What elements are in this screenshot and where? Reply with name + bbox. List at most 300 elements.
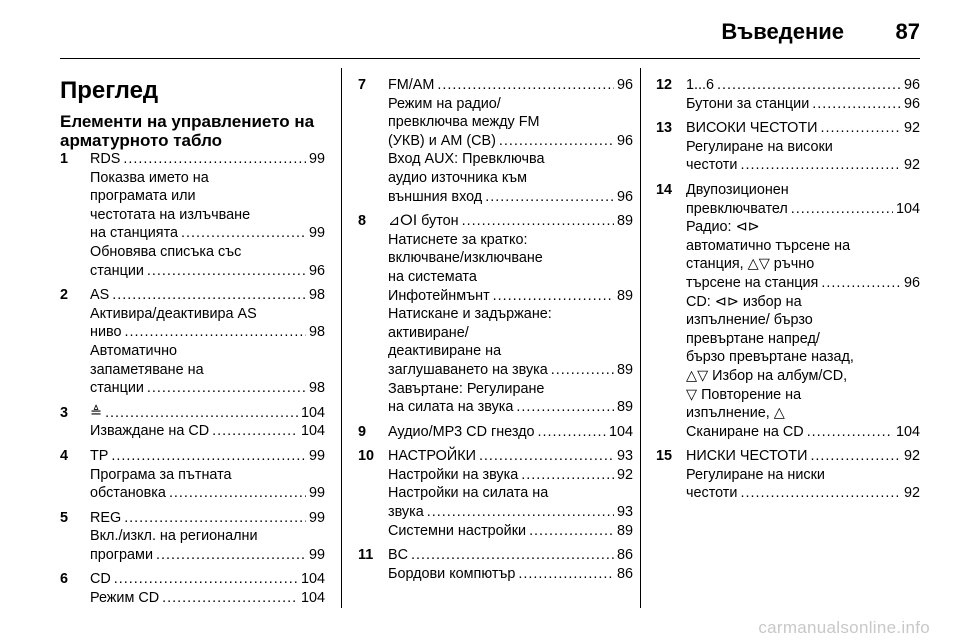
entry-text — [686, 293, 802, 312]
entry-number: 9 — [358, 423, 367, 440]
page-reference[interactable]: 104 — [895, 423, 920, 440]
control-entry — [656, 181, 920, 441]
dot-leader — [821, 274, 901, 293]
entry-text-part: аудио източника към — [388, 169, 528, 186]
entry-line — [90, 509, 325, 528]
entry-line — [90, 187, 325, 206]
entry-text — [90, 305, 257, 324]
page-reference[interactable]: 92 — [903, 448, 920, 465]
entry-text-part: Натиснете за кратко: — [388, 231, 528, 248]
page-reference[interactable]: 92 — [616, 466, 633, 483]
chapter-title: Въведение — [721, 19, 844, 44]
dot-leader — [162, 589, 298, 608]
dot-leader — [516, 398, 614, 417]
page-reference[interactable]: 104 — [300, 423, 325, 440]
entry-lines — [388, 76, 633, 206]
entry-line — [90, 323, 325, 342]
entry-text-part: станции — [90, 262, 144, 279]
dot-leader — [538, 423, 606, 442]
entry-line — [388, 546, 633, 565]
entry-line — [388, 249, 633, 268]
entry-line — [90, 150, 325, 169]
entry-line — [686, 200, 920, 219]
entry-text — [90, 187, 196, 206]
entry-line — [686, 293, 920, 312]
entry-text-part: НАСТРОЙКИ — [388, 448, 476, 465]
page-reference[interactable]: 89 — [616, 399, 633, 416]
entry-text-part: Настройки на силата на — [388, 485, 549, 502]
entry-line — [388, 188, 633, 207]
dot-leader — [169, 484, 306, 503]
entry-text-part: Завъртане: Регулиране — [388, 380, 545, 397]
entry-lines — [388, 212, 633, 417]
down-icon: ▽ — [686, 386, 698, 403]
control-entry — [358, 76, 633, 206]
entry-line — [388, 503, 633, 522]
page-reference[interactable]: 89 — [616, 213, 633, 230]
entry-line — [90, 243, 325, 262]
entry-line — [388, 522, 633, 541]
page-reference[interactable]: 96 — [903, 95, 920, 112]
entry-text-part: RDS — [90, 151, 121, 167]
entry-text-part: на силата на звука — [388, 399, 514, 416]
entry-list — [60, 150, 325, 608]
section-title: Преглед — [60, 77, 159, 104]
entry-text-part: на системата — [388, 268, 477, 285]
control-entry — [60, 404, 325, 441]
entry-line — [388, 305, 633, 324]
dot-leader — [462, 212, 614, 231]
entry-text-part: Сканиране на CD — [686, 423, 804, 440]
entry-number: 3 — [60, 404, 69, 421]
control-entry — [358, 546, 633, 583]
entry-text-part: Двупозиционен — [686, 181, 789, 198]
page-reference[interactable]: 92 — [903, 120, 920, 137]
page-number: 87 — [895, 19, 920, 44]
entry-line — [686, 348, 920, 367]
entry-text-part: Регулиране на високи — [686, 138, 833, 155]
entry-text — [90, 404, 102, 423]
entry-text — [686, 484, 737, 503]
entry-text — [90, 286, 109, 305]
entry-text — [686, 237, 850, 256]
control-entry — [358, 423, 633, 442]
page-reference[interactable]: 98 — [308, 380, 325, 397]
entry-text-part: BC — [388, 547, 408, 564]
entry-text-part: ВИСОКИ ЧЕСТОТИ — [686, 120, 818, 137]
entry-text-part: Регулиране на ниски — [686, 466, 825, 483]
dot-leader — [810, 447, 901, 466]
entry-text — [388, 466, 518, 485]
entry-line — [388, 150, 633, 169]
dot-leader — [427, 503, 614, 522]
entry-line — [388, 324, 633, 343]
entry-line — [686, 423, 920, 442]
entry-text — [90, 546, 153, 565]
entry-line — [388, 113, 633, 132]
entry-text — [388, 447, 476, 466]
entry-text-part: изпълнение/ бързо — [686, 312, 813, 329]
entry-text — [388, 305, 552, 324]
entry-text-part: бутон — [417, 213, 459, 230]
entry-line — [686, 330, 920, 349]
entry-text-part: ниво — [90, 324, 122, 341]
entry-text — [90, 422, 209, 441]
up-icon: △ — [773, 405, 785, 422]
page-reference[interactable]: 93 — [616, 504, 633, 521]
dot-leader — [479, 447, 614, 466]
entry-line — [90, 546, 325, 565]
page-reference[interactable]: 99 — [308, 509, 325, 526]
entry-text — [388, 361, 548, 380]
entry-number: 12 — [656, 77, 673, 93]
entry-text-part: Системни настройки — [388, 522, 527, 539]
entry-text — [686, 119, 818, 138]
page-reference[interactable]: 86 — [616, 565, 633, 582]
entry-text-part: честотата на излъчване — [90, 206, 251, 223]
entry-line — [388, 398, 633, 417]
page-reference[interactable]: 93 — [616, 448, 633, 465]
page-reference[interactable]: 98 — [308, 324, 325, 341]
page-reference[interactable]: 96 — [903, 274, 920, 291]
entry-text-part: Изваждане на CD — [90, 423, 210, 440]
entry-number: 14 — [656, 181, 673, 198]
entry-text-part: превключвател — [686, 200, 788, 217]
entry-text-part: Инфотейнмънт — [388, 287, 490, 304]
entry-text-part: активиране/ — [388, 324, 469, 341]
control-entry — [358, 212, 633, 417]
entry-text — [388, 76, 434, 95]
control-entry — [656, 119, 920, 175]
entry-text — [90, 484, 166, 503]
up-down-icon: △▽ — [686, 367, 709, 384]
entry-text — [90, 206, 250, 225]
entry-text-part: Повторение на — [697, 386, 802, 403]
dot-leader — [123, 150, 306, 169]
entry-text — [388, 188, 482, 207]
entry-text — [686, 76, 714, 95]
entry-text-part: Бутони за станции — [686, 95, 810, 112]
entry-text — [388, 484, 548, 503]
entry-text — [686, 200, 788, 219]
entry-lines — [686, 76, 920, 113]
entry-text — [686, 367, 847, 386]
page-reference[interactable]: 92 — [903, 157, 920, 174]
entry-lines — [388, 546, 633, 583]
entry-text — [388, 212, 459, 231]
entry-line — [388, 169, 633, 188]
entry-text-part: CD — [90, 571, 111, 588]
page-reference[interactable]: 104 — [895, 200, 920, 217]
column-3 — [656, 76, 920, 509]
entry-lines — [388, 423, 633, 442]
entry-line — [388, 565, 633, 584]
entry-list — [358, 76, 633, 583]
entry-lines — [686, 447, 920, 503]
entry-text — [388, 268, 477, 287]
entry-text — [90, 447, 108, 466]
entry-line — [90, 286, 325, 305]
dot-leader — [521, 466, 614, 485]
entry-line — [686, 484, 920, 503]
dot-leader — [147, 379, 306, 398]
dot-leader — [212, 422, 298, 441]
page-reference[interactable]: 98 — [308, 287, 325, 304]
entry-text-part: ръчно — [769, 256, 815, 273]
entry-line — [686, 367, 920, 386]
control-entry — [60, 286, 325, 398]
entry-number: 8 — [358, 213, 367, 230]
entry-text — [686, 156, 737, 175]
entry-text — [90, 379, 144, 398]
entry-text — [686, 181, 789, 200]
entry-number: 10 — [358, 448, 375, 465]
entry-list — [656, 76, 920, 503]
entry-text — [90, 570, 111, 589]
entry-text-part: Избор на албум/CD, — [708, 367, 848, 384]
page-reference[interactable]: 96 — [616, 188, 633, 205]
entry-line — [90, 466, 325, 485]
header-rule — [60, 58, 920, 59]
entry-text-part: TP — [90, 447, 109, 464]
seek-left-right-icon: ⊲⊳ — [714, 293, 739, 310]
entry-line — [90, 527, 325, 546]
entry-line — [90, 342, 325, 361]
entry-text — [388, 287, 490, 306]
dot-leader — [114, 570, 298, 589]
entry-text — [686, 138, 833, 157]
entry-text — [686, 348, 854, 367]
control-entry — [656, 76, 920, 113]
eject-icon: ≜ — [90, 404, 103, 421]
entry-line — [686, 274, 920, 293]
entry-text-part: Бордови компютър — [388, 565, 516, 582]
entry-text-part: Аудио/MP3 CD гнездо — [388, 423, 535, 440]
entry-line — [388, 212, 633, 231]
entry-text-part: обстановка — [90, 485, 166, 502]
entry-text-part: Активира/деактивира AS — [90, 305, 257, 322]
entry-line — [686, 138, 920, 157]
entry-text — [90, 262, 144, 281]
entry-lines — [90, 570, 325, 607]
watermark: carmanualsonline.info — [758, 618, 930, 637]
entry-line — [90, 224, 325, 243]
seek-left-right-icon: ⊲⊳ — [735, 219, 760, 236]
entry-line — [686, 181, 920, 200]
page-reference[interactable]: 86 — [616, 547, 633, 564]
entry-lines — [90, 150, 325, 280]
entry-text-part: станция, — [686, 256, 748, 273]
dot-leader — [105, 404, 298, 423]
entry-line — [388, 423, 633, 442]
entry-text-part: AS — [90, 287, 110, 304]
entry-text-part: честоти — [686, 157, 738, 174]
entry-line — [90, 379, 325, 398]
page-reference[interactable]: 99 — [308, 151, 325, 167]
dot-leader — [156, 546, 306, 565]
entry-line — [686, 255, 920, 274]
entry-line — [686, 447, 920, 466]
entry-text — [90, 150, 120, 169]
page-reference[interactable]: 96 — [616, 132, 633, 149]
entry-line — [686, 218, 920, 237]
dot-leader — [791, 200, 893, 219]
entry-number: 1 — [60, 151, 69, 167]
entry-text-part: бързо превъртане назад, — [686, 349, 854, 366]
entry-line — [388, 268, 633, 287]
dot-leader — [740, 156, 901, 175]
dot-leader — [112, 286, 306, 305]
entry-number: 5 — [60, 509, 69, 526]
entry-text-part: програми — [90, 546, 153, 563]
entry-line — [686, 237, 920, 256]
entry-line — [388, 447, 633, 466]
page-reference[interactable]: 89 — [616, 287, 633, 304]
entry-text-part: програмата или — [90, 188, 196, 205]
entry-text — [388, 380, 544, 399]
entry-line — [388, 132, 633, 151]
page-reference[interactable]: 104 — [608, 423, 633, 440]
entry-line — [90, 484, 325, 503]
entry-text — [388, 150, 544, 169]
dot-leader — [529, 522, 614, 541]
entry-text — [388, 95, 501, 114]
control-entry — [60, 570, 325, 607]
entry-text — [686, 404, 785, 423]
entry-text — [686, 386, 801, 405]
entry-line — [90, 447, 325, 466]
entry-text-part: Режим CD — [90, 590, 160, 607]
dot-leader — [124, 509, 306, 528]
entry-line — [388, 380, 633, 399]
entry-line — [90, 169, 325, 188]
entry-line — [388, 342, 633, 361]
entry-line — [90, 206, 325, 225]
entry-text-part: външния вход — [388, 188, 483, 205]
entry-text — [388, 169, 527, 188]
entry-line — [388, 231, 633, 250]
page-reference[interactable]: 92 — [903, 485, 920, 502]
entry-text — [388, 113, 540, 132]
entry-line — [388, 95, 633, 114]
dot-leader — [499, 132, 614, 151]
page-reference[interactable]: 96 — [903, 77, 920, 93]
dot-leader — [181, 224, 306, 243]
page-reference[interactable]: 89 — [616, 522, 633, 539]
entry-text — [686, 218, 760, 237]
entry-text-part: честоти — [686, 485, 738, 502]
page-reference[interactable]: 89 — [616, 361, 633, 378]
entry-number: 15 — [656, 448, 673, 465]
entry-text — [90, 323, 121, 342]
entry-line — [686, 386, 920, 405]
entry-line — [90, 589, 325, 608]
entry-text — [388, 231, 527, 250]
entry-text-part: заглушаването на звука — [388, 361, 548, 378]
dot-leader — [717, 76, 901, 95]
entry-number: 6 — [60, 571, 69, 588]
entry-text-part: Вход AUX: Превключва — [388, 151, 545, 168]
entry-text — [686, 466, 825, 485]
entry-line — [686, 311, 920, 330]
entry-number: 13 — [656, 120, 673, 137]
dot-leader — [518, 565, 614, 584]
entry-text — [90, 509, 121, 528]
page-reference[interactable]: 104 — [300, 571, 325, 588]
entry-text — [686, 447, 807, 466]
entry-text-part: запаметяване на — [90, 361, 204, 378]
entry-line — [388, 466, 633, 485]
column-divider — [341, 68, 342, 608]
entry-text-part: 1...6 — [686, 77, 715, 93]
entry-text-part: FM/AM — [388, 77, 435, 93]
dot-leader — [812, 95, 901, 114]
entry-text-part: деактивиране на — [388, 343, 502, 360]
entry-line — [686, 466, 920, 485]
entry-line — [686, 404, 920, 423]
entry-text-part: превключва между FM — [388, 114, 540, 131]
entry-lines — [90, 286, 325, 398]
entry-text — [686, 330, 820, 349]
control-entry — [60, 447, 325, 503]
control-entry — [358, 447, 633, 540]
entry-text-part: превъртане напред/ — [686, 330, 820, 347]
page-reference[interactable]: 99 — [308, 546, 325, 563]
entry-line — [90, 422, 325, 441]
dot-leader — [147, 262, 306, 281]
page-reference[interactable]: 104 — [300, 404, 325, 421]
entry-lines — [90, 509, 325, 565]
page-header — [0, 0, 960, 60]
entry-text — [686, 311, 813, 330]
entry-text — [90, 361, 204, 380]
page-reference[interactable]: 96 — [308, 262, 325, 279]
entry-text-part: Настройки на звука — [388, 466, 519, 483]
entry-text-part: Радио: — [686, 219, 736, 236]
page-reference[interactable]: 99 — [308, 225, 325, 242]
entry-text — [388, 546, 408, 565]
entry-number: 2 — [60, 287, 69, 304]
entry-line — [90, 262, 325, 281]
entry-line — [686, 95, 920, 114]
entry-text — [388, 324, 469, 343]
entry-text — [90, 342, 177, 361]
entry-text-part: станции — [90, 380, 144, 397]
entry-text — [686, 255, 814, 274]
page-reference[interactable]: 104 — [300, 590, 325, 607]
entry-line — [686, 76, 920, 95]
entry-text — [388, 565, 515, 584]
control-entry — [656, 447, 920, 503]
entry-text-part: НИСКИ ЧЕСТОТИ — [686, 448, 808, 465]
entry-line — [388, 361, 633, 380]
entry-text — [388, 522, 526, 541]
entry-lines — [90, 447, 325, 503]
column-divider — [640, 68, 641, 608]
entry-text-part: на станцията — [90, 225, 179, 242]
entry-text — [90, 466, 232, 485]
dot-leader — [740, 484, 901, 503]
column-2 — [358, 76, 633, 589]
entry-text-part: включване/изключване — [388, 250, 543, 267]
entry-number: 7 — [358, 77, 367, 93]
entry-text — [686, 423, 804, 442]
entry-text-part: Натискане и задържане: — [388, 306, 552, 323]
page-reference[interactable]: 96 — [616, 77, 633, 93]
page-reference[interactable]: 99 — [308, 447, 325, 464]
entry-text-part: Автоматично — [90, 342, 178, 359]
page-reference[interactable]: 99 — [308, 485, 325, 502]
